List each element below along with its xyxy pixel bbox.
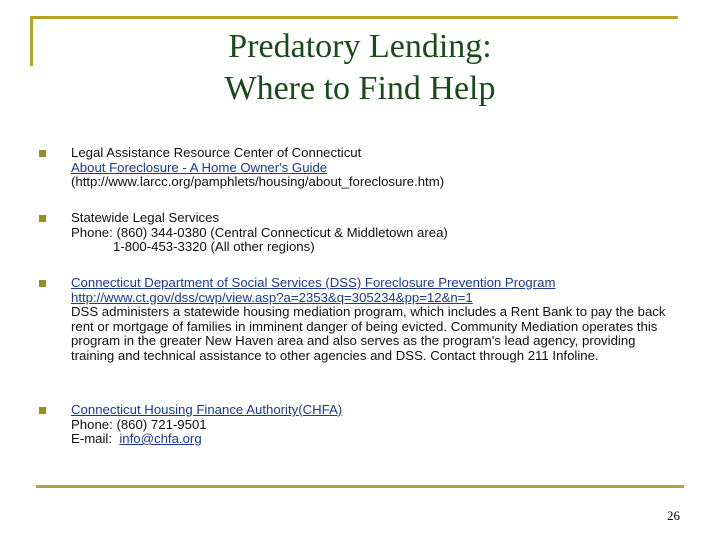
phone-text-2: 1-800-453-3320 (All other regions) xyxy=(113,239,315,254)
guide-link[interactable]: About Foreclosure - A Home Owner's Guide xyxy=(71,159,328,175)
item-text: Legal Assistance Resource Center of Connecticut xyxy=(71,145,362,160)
title-line-2: Where to Find Help xyxy=(224,70,496,107)
top-rule xyxy=(30,16,678,19)
dss-description: DSS administers a statewide housing mediation program, which includes a Rent Bank to pay the back rent or mortgage of families in imminent danger of being evicted. Community Mediation operates this program in the greater New Haven area and also serves as the program's lead agency, providing training and technical assistance to other agencies and DSS. Contact through 211 Infoline. xyxy=(71,304,666,363)
bullet-icon xyxy=(39,280,46,287)
bullet-icon xyxy=(39,407,46,414)
item-text: Statewide Legal Services xyxy=(71,210,220,225)
title-line-1: Predatory Lending: xyxy=(228,28,492,65)
dss-link[interactable]: Connecticut Department of Social Services (DSS) Foreclosure Prevention Program xyxy=(71,275,556,290)
phone-text: Phone: (860) 344-0380 (Central Connecticut & Middletown area) xyxy=(71,224,448,240)
email-link[interactable]: info@chfa.org xyxy=(119,431,202,446)
bottom-rule xyxy=(36,485,684,488)
chfa-link[interactable]: Connecticut Housing Finance Authority(CHFA) xyxy=(71,402,343,417)
email-label: E-mail: xyxy=(71,431,120,446)
bullet-icon xyxy=(39,150,46,157)
bullet-icon xyxy=(39,215,46,222)
url-text[interactable]: (http://www.larcc.org/pamphlets/housing/about_foreclosure.htm) xyxy=(71,174,445,189)
phone-text: Phone: (860) 721-9501 xyxy=(71,416,207,432)
page-number: 26 xyxy=(667,508,680,523)
dss-url-link[interactable]: http://www.ct.gov/dss/cwp/view.asp?a=2353&q=305234&pp=12&n=1 xyxy=(71,289,473,305)
slide-title xyxy=(0,26,720,110)
